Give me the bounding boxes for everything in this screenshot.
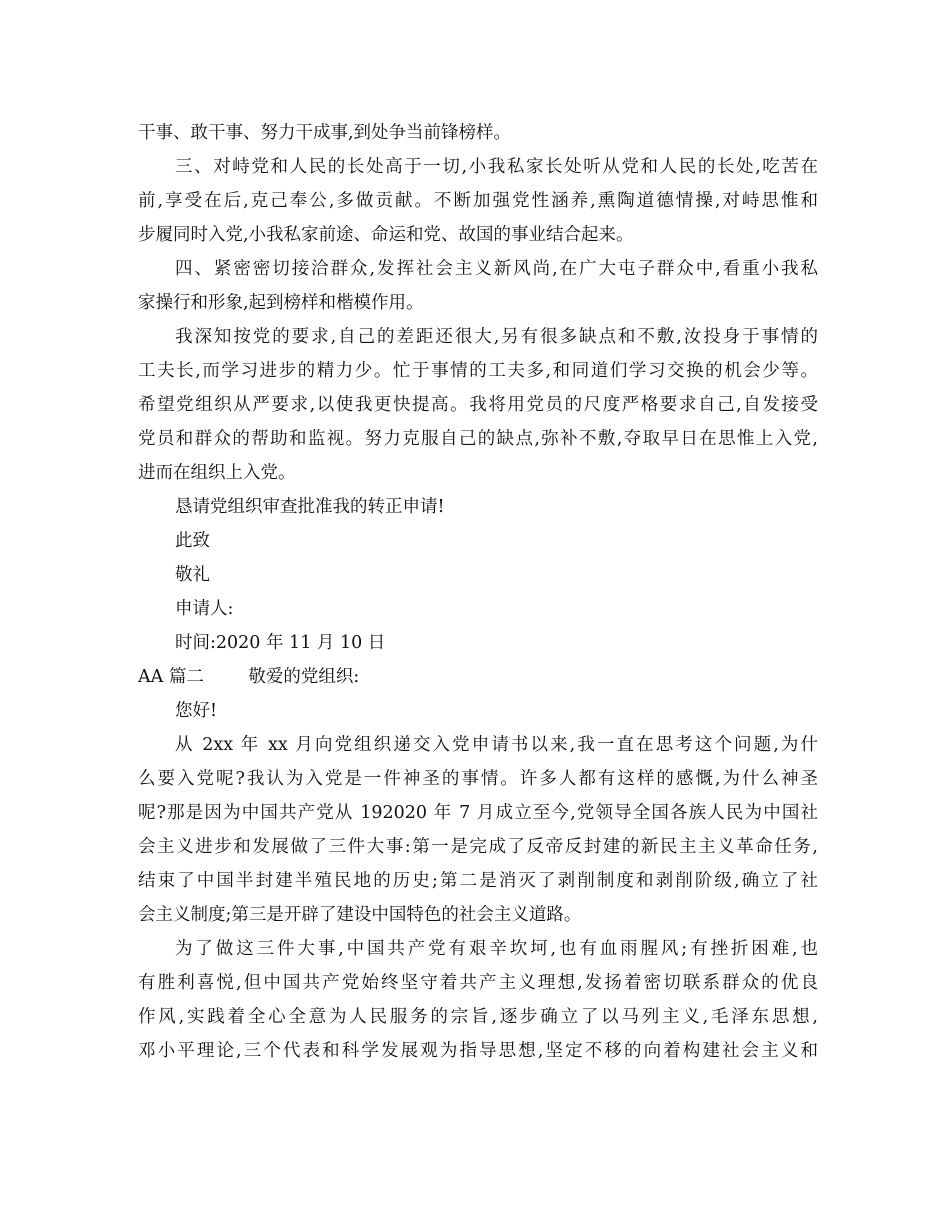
text-line: 恳请党组织审查批准我的转正申请! — [175, 497, 445, 517]
applicant-line: 申请人: — [175, 599, 234, 619]
text-line: 从 2xx 年 xx 月向党组织递交入党申请书以来,我一直在思考这个问题,为什 — [175, 735, 818, 755]
text-line: 邓小平理论,三个代表和科学发展观为指导思想,坚定不移的向着构建社会主义和 — [138, 1041, 818, 1061]
text-line: 么要入党呢?我认为入党是一件神圣的事情。许多人都有这样的感慨,为什么神圣 — [138, 769, 818, 789]
text-line: 三、对峙党和人民的长处高于一切,小我私家长处听从党和人民的长处,吃苦在 — [175, 157, 818, 177]
closing-line: 敬礼 — [175, 565, 210, 585]
text-line: 家操行和形象,起到榜样和楷模作用。 — [138, 293, 424, 313]
text-line: 工夫长,而学习进步的精力少。忙于事情的工夫多,和同道们学习交换的机会少等。 — [138, 361, 818, 381]
date-line: 时间:2020 年 11 月 10 日 — [175, 633, 386, 653]
text-line: 进而在组织上入党。 — [138, 463, 296, 483]
text-line: 作风,实践着全心全意为人民服务的宗旨,逐步确立了以马列主义,毛泽东思想, — [138, 1007, 818, 1027]
text-line: 我深知按党的要求,自己的差距还很大,另有很多缺点和不敷,汝投身于事情的 — [175, 327, 818, 347]
text-line: 有胜利喜悦,但中国共产党始终坚守着共产主义理想,发扬着密切联系群众的优良 — [138, 973, 818, 993]
text-line: 步履同时入党,小我私家前途、命运和党、故国的事业结合起来。 — [138, 225, 634, 245]
greeting-line: 您好! — [175, 701, 218, 721]
text-line: 结束了中国半封建半殖民地的历史;第二是消灭了剥削制度和剥削阶级,确立了社 — [138, 871, 818, 891]
text-line: 四、紧密密切接洽群众,发挥社会主义新风尚,在广大屯子群众中,看重小我私 — [175, 259, 818, 279]
text-line: 党员和群众的帮助和监视。努力克服自己的缺点,弥补不敷,夺取早日在思惟上入党, — [138, 429, 818, 449]
text-line: 干事、敢干事、努力干成事,到处争当前锋榜样。 — [138, 123, 512, 143]
text-line: 会主义进步和发展做了三件大事:第一是完成了反帝反封建的新民主主义革命任务, — [138, 837, 818, 857]
text-line: 呢?那是因为中国共产党从 192020 年 7 月成立至今,党领导全国各族人民为中国社 — [138, 803, 818, 823]
section-heading: AA 篇二 敬爱的党组织: — [138, 667, 360, 687]
text-line: 会主义制度;第三是开辟了建设中国特色的社会主义道路。 — [138, 905, 582, 925]
closing-line: 此致 — [175, 531, 210, 551]
text-line: 前,享受在后,克己奉公,多做贡献。不断加强党性涵养,熏陶道德情操,对峙思惟和 — [138, 191, 818, 211]
text-line: 为了做这三件大事,中国共产党有艰辛坎坷,也有血雨腥风;有挫折困难,也 — [175, 939, 818, 959]
text-line: 希望党组织从严要求,以使我更快提高。我将用党员的尺度严格要求自己,自发接受 — [138, 395, 818, 415]
